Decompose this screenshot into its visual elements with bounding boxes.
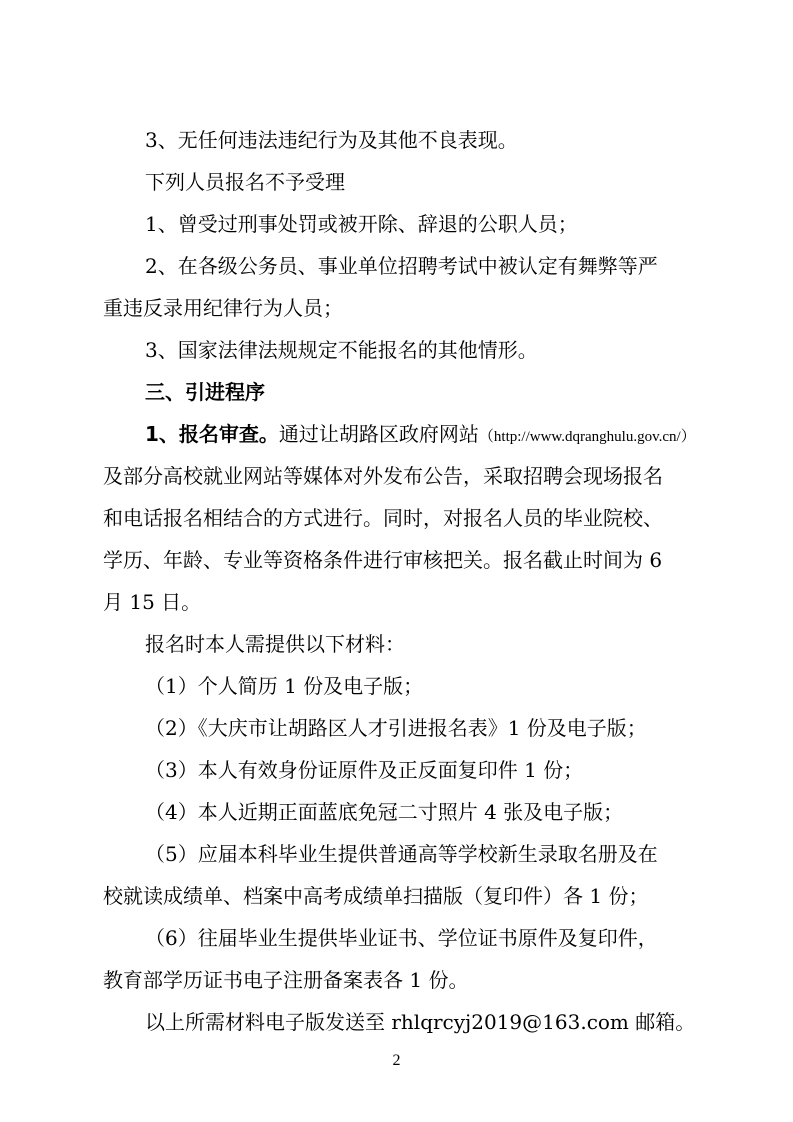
text-line: 报名时本人需提供以下材料： <box>145 632 405 656</box>
page-number: 2 <box>392 1052 401 1069</box>
text-line: 及部分高校就业网站等媒体对外发布公告，采取招聘会现场报名 <box>103 464 663 488</box>
section-heading: 三、引进程序 <box>145 380 265 404</box>
text-line: 下列人员报名不予受理 <box>145 170 345 194</box>
text-line: 和电话报名相结合的方式进行。同时，对报名人员的毕业院校、 <box>103 506 663 530</box>
text-line: 3、无任何违法违纪行为及其他不良表现。 <box>145 128 518 152</box>
text-line: 学历、年龄、专业等资格条件进行审核把关。报名截止时间为 6 <box>103 548 663 572</box>
text-line: 1、曾受过刑事处罚或被开除、辞退的公职人员； <box>145 212 578 236</box>
text-line: 重违反录用纪律行为人员； <box>103 296 343 320</box>
text-segment: 通过让胡路区政府网站 <box>278 422 479 446</box>
text-line: 教育部学历证书电子注册备案表各 1 份。 <box>103 968 469 992</box>
list-item: （1）个人简历 1 份及电子版； <box>145 674 424 698</box>
list-item: （3）本人有效身份证原件及正反面复印件 1 份； <box>145 758 584 782</box>
text-line <box>145 421 696 450</box>
text-line: 以上所需材料电子版发送至 rhlqrcyj2019@163.com 邮箱。 <box>145 1010 696 1034</box>
text-line: 校就读成绩单、档案中高考成绩单扫描版（复印件）各 1 份； <box>103 884 649 908</box>
text-line: 2、在各级公务员、事业单位招聘考试中被认定有舞弊等严 <box>145 254 658 278</box>
website-url: （http://www.dqranghulu.gov.cn/） <box>478 429 696 445</box>
list-item: （6）往届毕业生提供毕业证书、学位证书原件及复印件， <box>145 926 658 950</box>
text-line: 3、国家法律法规规定不能报名的其他情形。 <box>145 338 538 362</box>
subheading-bold: 1、报名审查。 <box>145 422 279 446</box>
text-line: 月 15 日。 <box>103 590 202 614</box>
list-item: （2）《大庆市让胡路区人才引进报名表》1 份及电子版； <box>145 716 647 740</box>
list-item: （4）本人近期正面蓝底免冠二寸照片 4 张及电子版； <box>145 800 624 824</box>
list-item: （5）应届本科毕业生提供普通高等学校新生录取名册及在 <box>145 842 658 866</box>
